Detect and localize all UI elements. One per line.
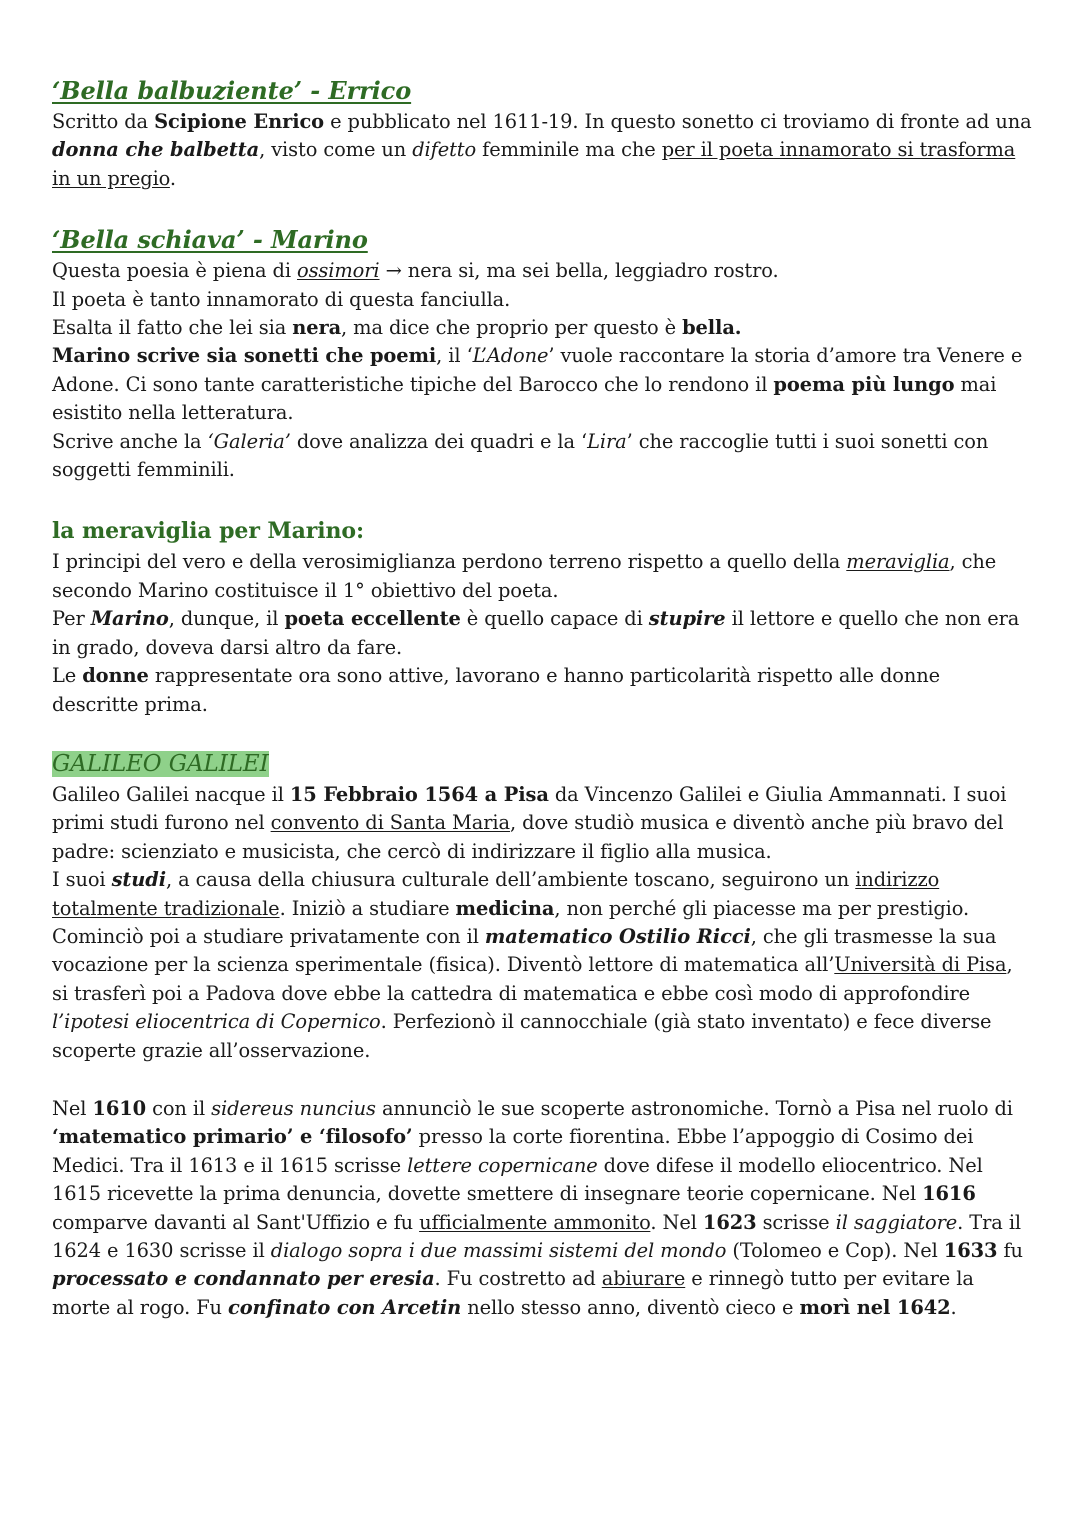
paragraph-meraviglia: I principi del vero e della verosimiglianza perdono terreno rispetto a quello della meraviglia, che secondo Marino costituisce il 1° obiettivo del poeta.	[52, 550, 997, 602]
paragraph-galileo-scoperte: Nel 1610 con il sidereus nuncius annunciò le sue scoperte astronomiche. Tornò a Pisa nel ruolo di ‘matematico primario’ e ‘filosofo’ presso la corte fiorentina. Ebbe l’appoggio di Cosimo dei Medici. Tra il 1613 e il 1615 scrisse lettere copernicane dove difese il modello eliocentrico. Nel 1615 ricevette la prima denuncia, dovette smettere di insegnare teorie copernicane. Nel 1616 comparve davanti al Sant'Uffizio e fu ufficialmente ammonito. Nel 1623 scrisse il saggiatore. Tra il 1624 e 1630 scrisse il dialogo sopra i due massimi sistemi del mondo (Tolomeo e Cop). Nel 1633 fu processato e condannato per eresia. Fu costretto ad abiurare e rinnegò tutto per evitare la morte al rogo. Fu confinato con Arcetin nello stesso anno, diventò cieco e morì nel 1642.	[52, 1096, 1023, 1319]
paragraph-adone: Marino scrive sia sonetti che poemi, il ‘L’Adone’ vuole raccontare la storia d’amore tra Venere e Adone. Ci sono tante caratteristiche tipiche del Barocco che lo rendono il poema più lungo mai esistito nella letteratura.	[52, 344, 1023, 425]
section-title-galileo: GALILEO GALILEI	[52, 750, 269, 777]
paragraph-bella-balbuziente: Scritto da Scipione Enrico e pubblicato nel 1611-19. In questo sonetto ci troviamo di fronte ad una donna che balbetta, visto come un difetto femminile ma che per il poeta innamorato si trasforma in un pregio.	[52, 110, 1032, 190]
paragraph-poeta-eccellente: Per Marino, dunque, il poeta eccellente è quello capace di stupire il lettore e quello che non era in grado, doveva darsi altro da fare.	[52, 607, 1020, 659]
paragraph-galileo-ricci: Cominciò poi a studiare privatamente con il matematico Ostilio Ricci, che gli trasmesse la sua vocazione per la scienza sperimentale (fisica). Diventò lettore di matematica all’Università di Pisa, si trasferì poi a Padova dove ebbe la cattedra di matematica e ebbe così modo di approfondire l’ipotesi eliocentrica di Copernico. Perfezionò il cannocchiale (già stato inventato) e fece diverse scoperte grazie all’osservazione.	[52, 924, 1013, 1062]
document-page	[52, 74, 1032, 1322]
section-title-bella-balbuziente: ‘Bella balbuziente’ - Errico	[52, 76, 412, 105]
paragraph-ossimori: Questa poesia è piena di ossimori → nera si, ma sei bella, leggiadro rostro.	[52, 259, 779, 283]
section-title-bella-schiava: ‘Bella schiava’ - Marino	[52, 225, 368, 255]
paragraph-galileo-studi: I suoi studi, a causa della chiusura culturale dell’ambiente toscano, seguirono un indirizzo totalmente tradizionale. Iniziò a studiare medicina, non perché gli piacesse ma per prestigio.	[52, 868, 970, 920]
paragraph-galeria-lira: Scrive anche la ‘Galeria’ dove analizza dei quadri e la ‘Lira’ che raccoglie tutti i suoi sonetti con soggetti femminili.	[52, 429, 989, 482]
paragraph-innamorato: Il poeta è tanto innamorato di questa fanciulla.	[52, 287, 511, 311]
paragraph-nera-bella: Esalta il fatto che lei sia nera, ma dice che proprio per questo è bella.	[52, 316, 742, 340]
paragraph-donne: Le donne rappresentate ora sono attive, lavorano e hanno particolarità rispetto alle donne descritte prima.	[52, 664, 940, 716]
paragraph-galileo-nascita: Galileo Galilei nacque il 15 Febbraio 1564 a Pisa da Vincenzo Galilei e Giulia Ammannati. I suoi primi studi furono nel convento di Santa Maria, dove studiò musica e diventò anche più bravo del padre: scienziato e musicista, che cercò di indirizzare il figlio alla musica.	[52, 782, 1007, 863]
section-title-meraviglia: la meraviglia per Marino:	[52, 518, 365, 545]
